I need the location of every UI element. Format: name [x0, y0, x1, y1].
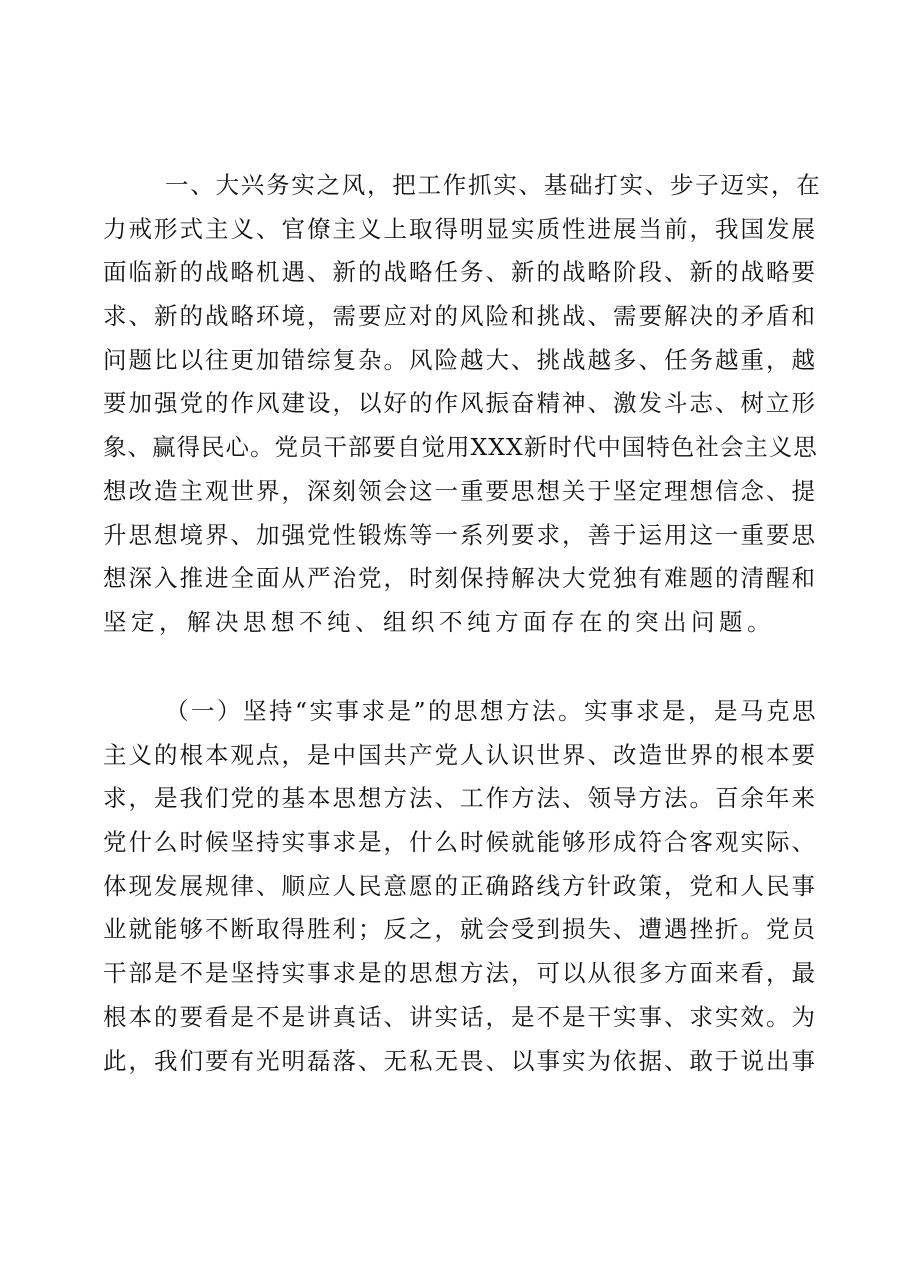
paragraph-line: 一、大兴务实之风，把工作抓实、基础打实、步子迈实，在 — [165, 171, 822, 199]
paragraph-line: 主义的根本观点，是中国共产党人认识世界、改造世界的根本要 — [103, 740, 817, 769]
paragraph-line: 想深入推进全面从严治党，时刻保持解决大党独有难题的清醒和 — [103, 564, 817, 593]
paragraph-line: 干部是不是坚持实事求是的思想方法，可以从很多方面来看，最 — [103, 959, 817, 988]
paragraph-line: 面临新的战略机遇、新的战略任务、新的战略阶段、新的战略要 — [103, 258, 817, 287]
paragraph-line: 根本的要看是不是讲真话、讲实话，是不是干实事、求实效。为 — [103, 1002, 817, 1031]
paragraph-line: 求，是我们党的基本思想方法、工作方法、领导方法。百余年来 — [103, 784, 817, 813]
paragraph-line: 象、赢得民心。党员干部要自觉用XXX新时代中国特色社会主义思 — [103, 433, 818, 462]
paragraph-line: （一）坚持“实事求是”的思想方法。实事求是，是马克思 — [165, 697, 819, 725]
paragraph-line: 党什么时候坚持实事求是，什么时候就能够形成符合客观实际、 — [103, 828, 817, 857]
paragraph-line: 业就能够不断取得胜利；反之，就会受到损失、遭遇挫折。党员 — [103, 915, 817, 944]
paragraph-line: 要加强党的作风建设，以好的作风振奋精神、激发斗志、树立形 — [103, 389, 817, 418]
paragraph-1 — [103, 164, 823, 645]
paragraph-line: 此，我们要有光明磊落、无私无畏、以事实为依据、敢于说出事 — [103, 1046, 817, 1075]
paragraph-2 — [103, 690, 823, 1083]
paragraph-line: 想改造主观世界，深刻领会这一重要思想关于坚定理想信念、提 — [103, 476, 817, 505]
paragraph-line: 体现发展规律、顺应人民意愿的正确路线方针政策，党和人民事 — [103, 871, 817, 900]
paragraph-line: 力戒形式主义、官僚主义上取得明显实质性进展当前，我国发展 — [103, 214, 817, 243]
paragraph-line: 问题比以往更加错综复杂。风险越大、挑战越多、任务越重，越 — [103, 345, 817, 374]
paragraph-line: 升思想境界、加强党性锻炼等一系列要求，善于运用这一重要思 — [103, 520, 817, 549]
paragraph-line: 求、新的战略环境，需要应对的风险和挑战、需要解决的矛盾和 — [103, 302, 817, 331]
paragraph-line: 坚定，解决思想不纯、组织不纯方面存在的突出问题。 — [103, 607, 775, 636]
